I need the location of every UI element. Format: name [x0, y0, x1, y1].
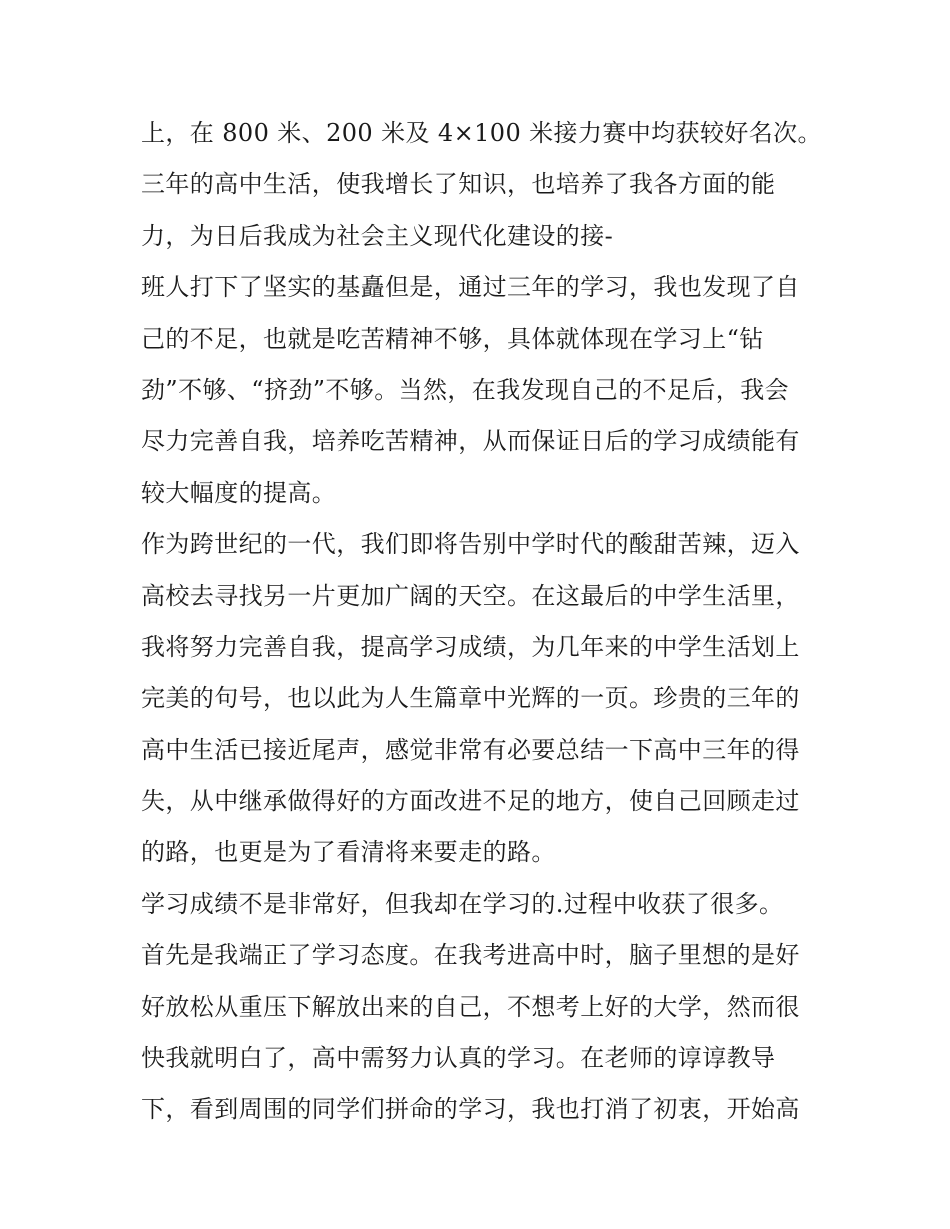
text-line: 三年的高中生活，使我增长了知识，也培养了我各方面的能 — [141, 170, 776, 199]
text-line: 失，从中继承做得好的方面改进不足的地方，使自己回顾走过 — [141, 787, 800, 816]
text-line: 快我就明白了，高中需努力认真的学习。在老师的谆谆教导 — [141, 1044, 776, 1073]
text-line: 力，为日后我成为社会主义现代化建设的接- — [141, 221, 614, 250]
body-text — [141, 108, 821, 1136]
text-line: 好放松从重压下解放出来的自己，不想考上好的大学，然而很 — [141, 992, 800, 1021]
text-line: 己的不足，也就是吃苦精神不够，具体就体现在学习上“钻 — [141, 324, 764, 353]
text-line: 作为跨世纪的一代，我们即将告别中学时代的酸甜苦辣，迈入 — [141, 530, 800, 559]
text-line: 上，在 800 米、200 米及 4×100 米接力赛中均获较好名次。 — [141, 119, 822, 147]
text-line: 高中生活已接近尾声，感觉非常有必要总结一下高中三年的得 — [141, 735, 800, 764]
text-line: 首先是我端正了学习态度。在我考进高中时，脑子里想的是好 — [141, 941, 800, 970]
text-line: 完美的句号，也以此为人生篇章中光辉的一页。珍贵的三年的 — [141, 684, 800, 713]
text-line: 较大幅度的提高。 — [141, 478, 337, 507]
text-line: 高校去寻找另一片更加广阔的天空。在这最后的中学生活里， — [141, 581, 800, 610]
text-line: 尽力完善自我，培养吃苦精神，从而保证日后的学习成绩能有 — [141, 427, 800, 456]
text-line: 我将努力完善自我，提高学习成绩，为几年来的中学生活划上 — [141, 632, 800, 661]
text-line: 的路，也更是为了看清将来要走的路。 — [141, 838, 556, 867]
text-line: 下，看到周围的同学们拼命的学习，我也打消了初衷，开始高 — [141, 1095, 800, 1124]
text-line: 劲”不够、“挤劲”不够。当然，在我发现自己的不足后，我会 — [141, 375, 790, 404]
text-line: 学习成绩不是非常好，但我却在学习的.过程中收获了很多。 — [141, 889, 784, 918]
text-line: 班人打下了坚实的基矗但是，通过三年的学习，我也发现了自 — [141, 273, 800, 302]
